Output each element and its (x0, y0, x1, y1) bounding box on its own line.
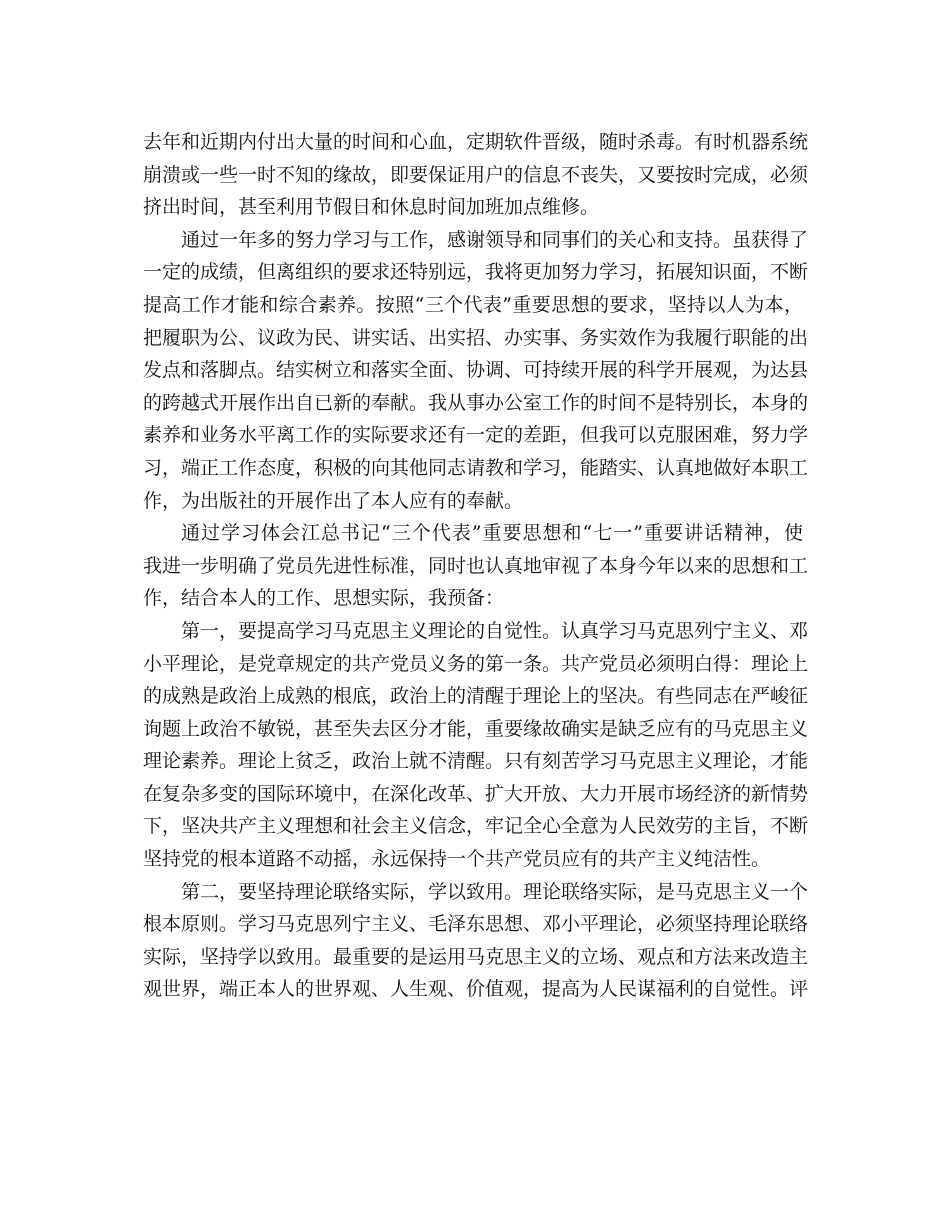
text-line: 我进一步明确了党员先进性标准，同时也认真地审视了本身今年以来的思想和工 (143, 554, 809, 577)
text-line: 挤出时间，甚至利用节假日和休息时间加班加点维修。 (143, 196, 600, 219)
text-line: 发点和落脚点。结实树立和落实全面、协调、可持续开展的科学开展观，为达县 (143, 359, 809, 382)
text-line: 理论素养。理论上贫乏，政治上就不清醒。只有刻苦学习马克思主义理论，才能 (143, 750, 809, 773)
paragraph (143, 876, 809, 1006)
text-line: 作，为出版社的开展作出了本人应有的奉献。 (143, 489, 524, 512)
text-line: 通过学习体会江总书记“三个代表”重要思想和“七一”重要讲话精神，使 (181, 522, 803, 545)
paragraph (143, 615, 809, 876)
text-line: 下，坚决共产主义理想和社会主义信念，牢记全心全意为人民效劳的主旨，不断 (143, 815, 809, 838)
paragraph (143, 224, 809, 517)
text-line: 素养和业务水平离工作的实际要求还有一定的差距，但我可以克服困难，努力学 (143, 424, 809, 447)
text-line: 去年和近期内付出大量的时间和心血，定期软件晋级，随时杀毒。有时机器系统 (143, 131, 809, 153)
text-line: 把履职为公、议政为民、讲实话、出实招、办实事、务实效作为我履行职能的出 (143, 326, 809, 349)
text-line: 崩溃或一些一时不知的缘故，即要保证用户的信息不丧失，又要按时完成，必须 (143, 163, 809, 186)
text-line: 习，端正工作态度，积极的向其他同志请教和学习，能踏实、认真地做好本职工 (143, 456, 809, 479)
text-line: 在复杂多变的国际环境中，在深化改革、扩大开放、大力开展市场经济的新情势 (143, 782, 809, 805)
text-line: 作，结合本人的工作、思想实际，我预备： (143, 587, 505, 610)
text-line: 第一，要提高学习马克思主义理论的自觉性。认真学习马克思列宁主义、邓 (181, 619, 809, 642)
text-line: 的成熟是政治上成熟的根底，政治上的清醒于理论上的坚决。有些同志在严峻征 (143, 685, 809, 708)
text-line: 的跨越式开展作出自已新的奉献。我从事办公室工作的时间不是特别长，本身的 (143, 391, 809, 414)
text-line: 询题上政治不敏锐，甚至失去区分才能，重要缘故确实是缺乏应有的马克思主义 (143, 717, 809, 740)
document-body (143, 126, 809, 1006)
paragraph (143, 126, 809, 224)
text-line: 第二，要坚持理论联络实际，学以致用。理论联络实际，是马克思主义一个 (181, 880, 809, 903)
text-line: 实际，坚持学以致用。最重要的是运用马克思主义的立场、观点和方法来改造主 (143, 945, 809, 968)
text-line: 根本原则。学习马克思列宁主义、毛泽东思想、邓小平理论，必须坚持理论联络 (143, 913, 809, 936)
text-line: 提高工作才能和综合素养。按照“三个代表”重要思想的要求，坚持以人为本， (143, 293, 803, 316)
text-line: 小平理论，是党章规定的共产党员义务的第一条。共产党员必须明白得：理论上 (143, 652, 809, 675)
text-line: 坚持党的根本道路不动摇，永远保持一个共产党员应有的共产主义纯洁性。 (143, 848, 771, 871)
text-line: 一定的成绩，但离组织的要求还特别远，我将更加努力学习，拓展知识面，不断 (143, 261, 809, 284)
paragraph (143, 517, 809, 615)
text-line: 观世界，端正本人的世界观、人生观、价值观，提高为人民谋福利的自觉性。评 (143, 978, 809, 1001)
text-line: 通过一年多的努力学习与工作，感谢领导和同事们的关心和支持。虽获得了 (181, 228, 809, 251)
